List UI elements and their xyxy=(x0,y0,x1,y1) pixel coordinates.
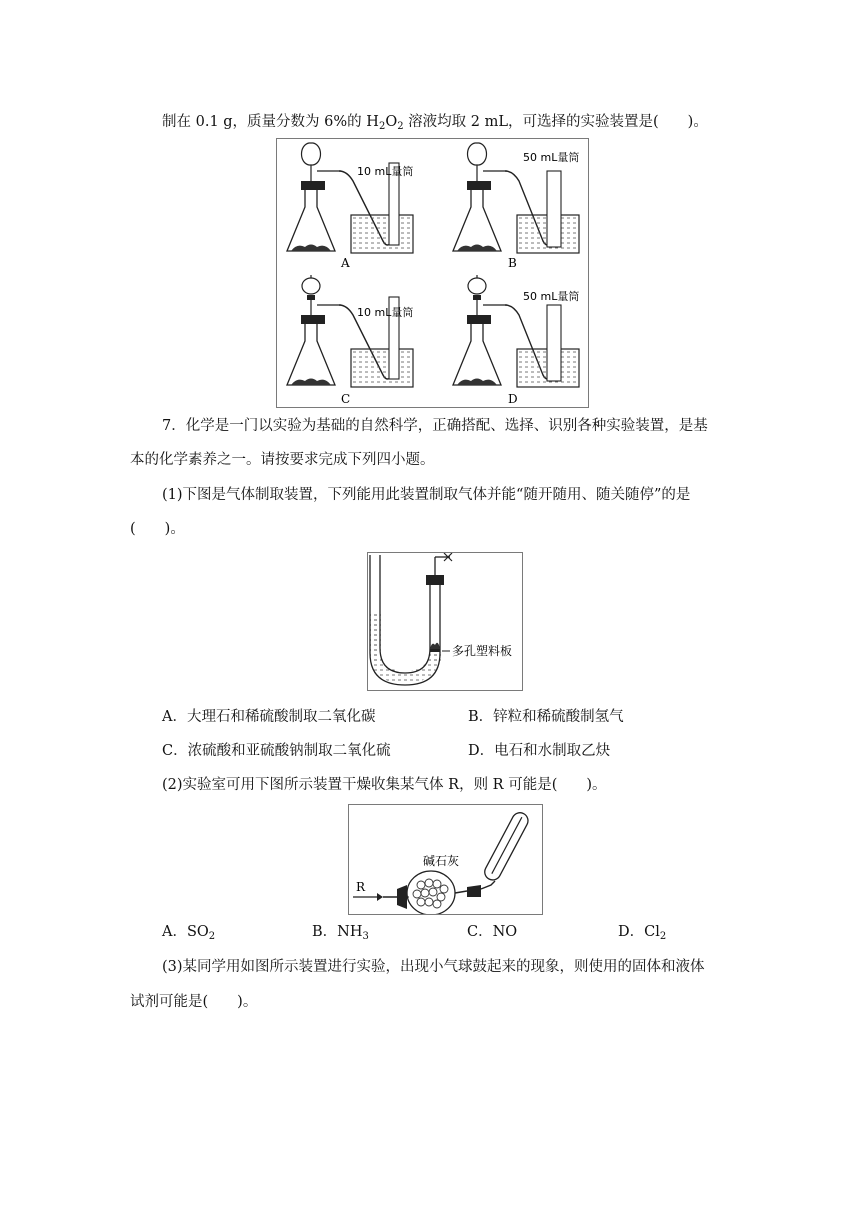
q7-p1-option-c: C．浓硫酸和亚硫酸钠制取二氧化硫 xyxy=(162,743,391,759)
q7-p1-line-1: (1)下图是气体制取装置，下列能用此装置制取气体并能“随开随用、随关随停”的是 xyxy=(162,487,691,503)
panel-a-letter: A xyxy=(341,256,350,270)
q6-text-b: O xyxy=(385,114,398,130)
q7-p2-option-d: D．$Cl_2$ xyxy=(618,924,667,942)
q7-stem-line-1: 7．化学是一门以实验为基础的自然科学，正确搭配、选择、识别各种实验装置，是基 xyxy=(162,418,708,434)
q6-text-c: 溶液均取 2 mL，可选择的实验装置是( )。 xyxy=(403,114,708,130)
q6-stem-line xyxy=(162,112,708,137)
porous-plate-label: 多孔塑料板 xyxy=(452,644,513,658)
q7-p3-line-1: (3)某同学用如图所示装置进行实验，出现小气球鼓起来的现象，则使用的固体和液体 xyxy=(162,959,705,975)
q7-p2-option-c: C．NO xyxy=(467,924,518,940)
q7-p1-option-a: A．大理石和稀硫酸制取二氧化碳 xyxy=(162,709,376,725)
q7-p1-line-2: ( )。 xyxy=(130,521,185,537)
q7-p2-line: (2)实验室可用下图所示装置干燥收集某气体 R，则 R 可能是( )。 xyxy=(162,777,607,793)
panel-b-letter: B xyxy=(508,256,517,270)
q7-p3-line-2: 试剂可能是( )。 xyxy=(130,994,258,1010)
panel-c-letter: C xyxy=(341,392,351,406)
q6-sub-1: 2 xyxy=(378,121,386,132)
panel-d-letter: D xyxy=(508,392,518,406)
soda-lime-label: 碱石灰 xyxy=(423,854,460,868)
q6-apparatus-figure xyxy=(276,138,589,408)
panel-c xyxy=(287,275,413,387)
q7-p1-option-b: B．锌粒和稀硫酸制氢气 xyxy=(468,709,624,725)
u-tube-figure xyxy=(367,552,523,691)
q7-stem-line-2: 本的化学素养之一。请按要求完成下列四小题。 xyxy=(130,452,435,468)
q7-p2-option-b: B．$NH_3$ xyxy=(312,924,369,942)
panel-a-cylinder-label: 10 mL量筒 xyxy=(357,165,414,178)
q7-p1-option-d: D．电石和水制取乙炔 xyxy=(468,743,611,759)
gas-r-label: R xyxy=(356,880,366,894)
panel-d-cylinder-label: 50 mL量筒 xyxy=(523,290,580,303)
q6-text-a: 制在 0.1 g，质量分数为 6%的 H xyxy=(162,114,379,130)
panel-b-cylinder-label: 50 mL量筒 xyxy=(523,151,580,164)
panel-c-cylinder-label: 10 mL量筒 xyxy=(357,306,414,319)
q6-sub-2: 2 xyxy=(397,121,404,132)
drying-tube-figure xyxy=(348,804,543,915)
panel-a xyxy=(287,143,413,253)
q7-p2-option-a: A．$SO_2$ xyxy=(162,924,216,942)
